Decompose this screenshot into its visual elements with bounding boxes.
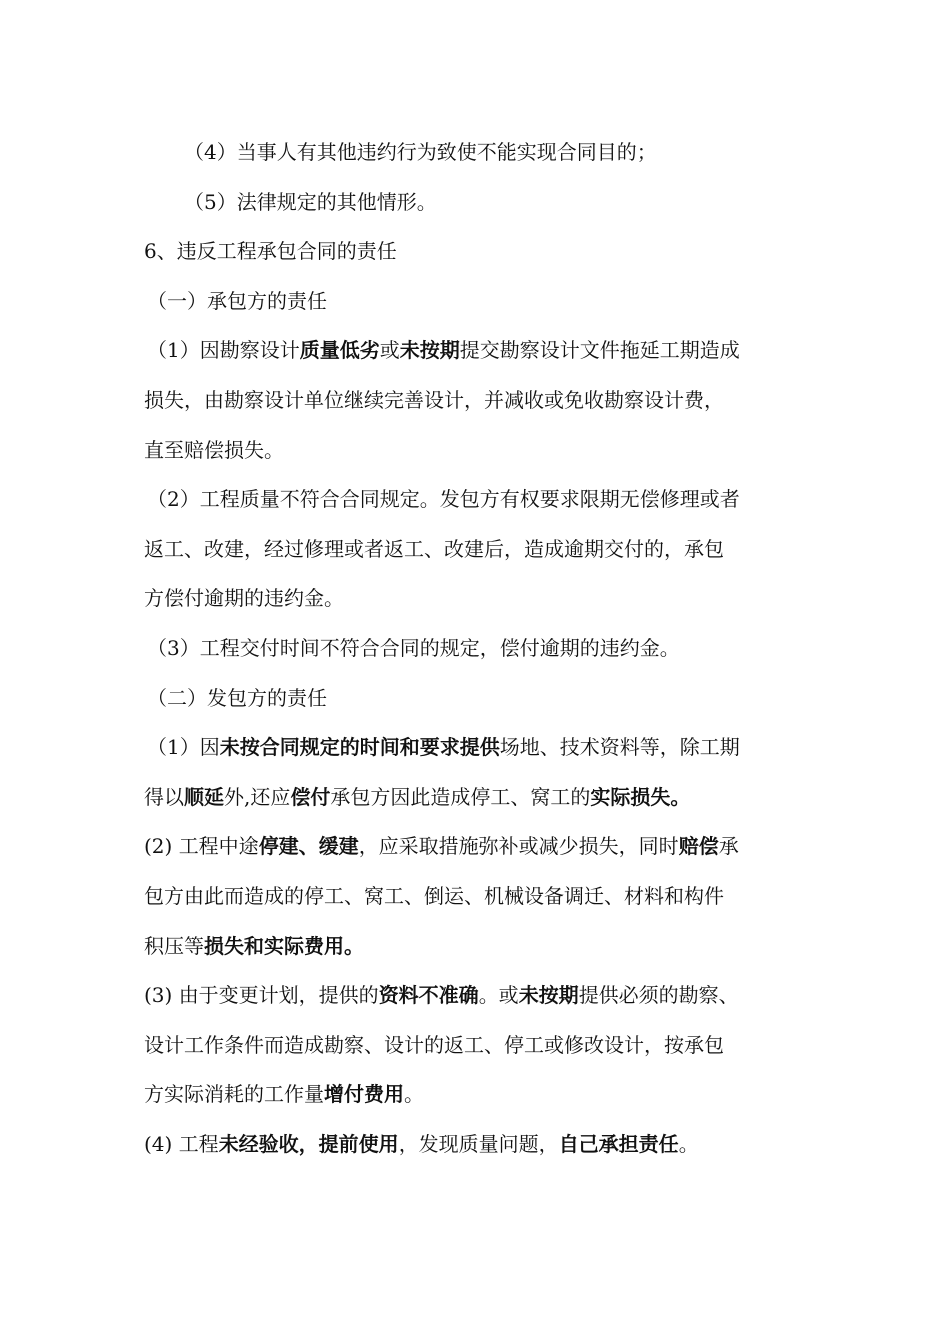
emphasized-text: 未按期 [518, 983, 579, 1008]
emphasized-text: 停建、缓建 [258, 834, 359, 859]
paragraph-line [144, 178, 810, 228]
emphasized-text: 未按合同规定的时间和要求提供 [219, 735, 500, 760]
text-run: 积压等 [144, 933, 204, 958]
document-body [144, 128, 810, 1169]
text-run: ，应采取措施弥补或减少损失，同时 [358, 834, 679, 859]
text-run: 提供必须的勘察、 [578, 983, 739, 1008]
paragraph-line [144, 426, 810, 476]
text-run: 方偿付逾期的违约金。 [144, 586, 344, 611]
text-run: ，发现质量问题， [398, 1131, 559, 1156]
paragraph-line [144, 723, 810, 773]
emphasized-text: 损失和实际费用。 [204, 933, 364, 958]
emphasized-text: 实际损失。 [590, 784, 691, 809]
subsection-heading [144, 277, 810, 327]
text-run: 或 [379, 338, 400, 363]
text-run: 承 [718, 834, 739, 859]
emphasized-text: 质量低劣 [299, 338, 380, 363]
text-run: （2）工程质量不符合合同规定。发包方有权要求限期无偿修理或者 [147, 487, 740, 512]
paragraph-line [144, 1120, 810, 1170]
text-run: 损失，由勘察设计单位继续完善设计，并减收或免收勘察设计费， [144, 387, 724, 412]
emphasized-text: 赔偿 [678, 834, 719, 859]
emphasized-text: 资料不准确 [378, 983, 479, 1008]
text-run: 外,还应 [224, 784, 291, 809]
text-run: 设计工作条件而造成勘察、设计的返工、停工或修改设计，按承包 [144, 1032, 724, 1057]
text-run: （二）发包方的责任 [147, 685, 327, 710]
section-heading [144, 227, 810, 277]
text-run: 承包方因此造成停工、窝工的 [330, 784, 591, 809]
text-run: 6、违反工程承包合同的责任 [144, 239, 397, 264]
emphasized-text: 未按期 [399, 338, 460, 363]
text-run: （1）因 [147, 735, 220, 760]
emphasized-text: 自己承担责任 [558, 1131, 679, 1156]
paragraph-line [144, 922, 810, 972]
text-run: （3）工程交付时间不符合合同的规定，偿付逾期的违约金。 [147, 635, 680, 660]
text-run: (4) 工程 [144, 1131, 219, 1156]
paragraph-line [144, 128, 810, 178]
text-run: （4）当事人有其他违约行为致使不能实现合同目的； [184, 140, 657, 164]
text-run: 直至赔偿损失。 [144, 437, 284, 462]
subsection-heading [144, 674, 810, 724]
text-run: (2) 工程中途 [144, 834, 259, 859]
paragraph-line [144, 475, 810, 525]
emphasized-text: 未经验收，提前使用 [218, 1131, 399, 1156]
text-run: （一）承包方的责任 [147, 288, 327, 313]
text-run: （5）法律规定的其他情形。 [184, 189, 437, 214]
paragraph-line [144, 624, 810, 674]
text-run: 方实际消耗的工作量 [144, 1082, 324, 1107]
paragraph-line [144, 376, 810, 426]
paragraph-line [144, 971, 810, 1021]
text-run: 返工、改建，经过修理或者返工、改建后，造成逾期交付的，承包 [144, 536, 724, 561]
emphasized-text: 增付费用 [324, 1082, 404, 1107]
emphasized-text: 顺延 [184, 784, 224, 809]
text-run: 包方由此而造成的停工、窝工、倒运、机械设备调迁、材料和构件 [144, 883, 724, 908]
emphasized-text: 偿付 [290, 784, 331, 809]
paragraph-line [144, 872, 810, 922]
text-run: 。或 [478, 983, 519, 1008]
text-run: 提交勘察设计文件拖延工期造成 [459, 338, 740, 363]
paragraph-line [144, 773, 810, 823]
text-run: 。 [678, 1131, 699, 1156]
paragraph-line [144, 574, 810, 624]
paragraph-line [144, 525, 810, 575]
text-run: （1）因勘察设计 [147, 338, 300, 363]
paragraph-line [144, 1070, 810, 1120]
text-run: 。 [404, 1082, 424, 1107]
paragraph-line [144, 1021, 810, 1071]
text-run: (3) 由于变更计划，提供的 [144, 983, 379, 1008]
paragraph-line [144, 326, 810, 376]
text-run: 场地、技术资料等，除工期 [499, 735, 740, 760]
paragraph-line [144, 822, 810, 872]
text-run: 得以 [144, 784, 184, 809]
